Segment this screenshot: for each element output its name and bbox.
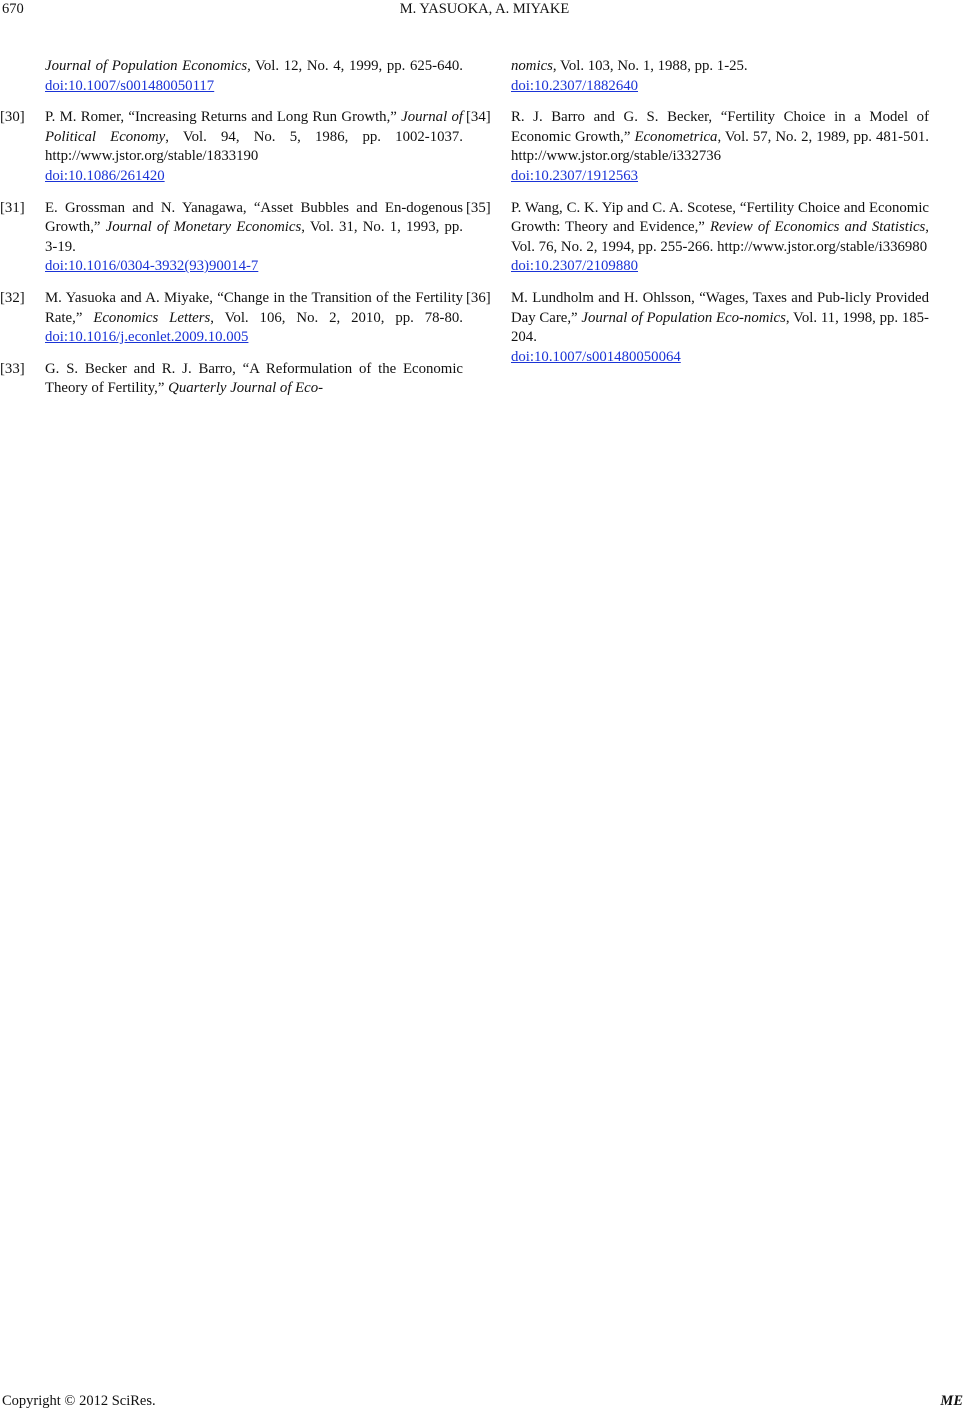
doi-link[interactable]: doi:10.2307/2109880 — [511, 258, 639, 275]
reference-number: [33] — [0, 360, 25, 377]
copyright-notice: Copyright © 2012 SciRes. — [2, 1393, 156, 1409]
reference-30 — [0, 108, 463, 186]
journal-name: Review of Economics and Statistics — [709, 219, 926, 236]
journal-name: Journal of Political Economy — [45, 109, 463, 145]
reference-authors-title: M. Lundholm and H. Ohlsson, “Wages, Taxes and Pub-licly Provided Day Care,” — [511, 289, 929, 326]
doi-link[interactable]: doi:10.1007/s001480050064 — [511, 348, 681, 365]
running-head: M. YASUOKA, A. MIYAKE — [399, 1, 570, 17]
reference-continuation — [39, 57, 463, 96]
doi-link[interactable]: doi:10.1016/j.econlet.2009.10.005 — [45, 329, 249, 346]
journal-name: nomics — [511, 58, 553, 74]
reference-number: [30] — [0, 109, 25, 126]
reference-number: [35] — [466, 199, 491, 216]
reference-authors-title: P. M. Romer, “Increasing Returns and Long Run Growth,” — [45, 109, 402, 126]
reference-details: , Vol. 103, No. 1, 1988, pp. 1-25. — [552, 58, 748, 74]
reference-details: , Vol. 31, No. 1, 1993, pp. 3-19. — [45, 219, 463, 255]
left-column — [0, 57, 463, 411]
reference-authors-title: M. Yasuoka and A. Miyake, “Change in the Transition of the Fertility Rate,” — [45, 289, 463, 326]
reference-details: , Vol. 94, No. 5, 1986, pp. 1002-1037. http://www.jstor.org/stable/1833190 — [45, 128, 463, 165]
reference-details: , Vol. 57, No. 2, 1989, pp. 481-501. http://www.jstor.org/stable/i332736 — [511, 128, 929, 165]
journal-name: Journal of Population Eco-nomics — [581, 309, 786, 326]
reference-35 — [466, 199, 929, 277]
reference-continuation — [505, 57, 929, 96]
doi-link[interactable]: doi:10.1016/0304-3932(93)90014-7 — [45, 258, 259, 275]
reference-33 — [0, 360, 463, 399]
reference-details: , Vol. 76, No. 2, 1994, pp. 255-266. http://www.jstor.org/stable/i336980 — [511, 219, 929, 255]
doi-link[interactable]: doi:10.1086/261420 — [45, 167, 165, 184]
journal-name: Quarterly Journal of Eco- — [168, 380, 324, 397]
reference-31 — [0, 199, 463, 277]
reference-34 — [466, 108, 929, 186]
reference-36 — [466, 289, 929, 367]
journal-abbreviation: ME — [940, 1393, 963, 1409]
reference-authors-title: E. Grossman and N. Yanagawa, “Asset Bubbles and En-dogenous Growth,” — [45, 199, 463, 236]
reference-32 — [0, 289, 463, 348]
journal-name: Econometrica — [634, 128, 718, 145]
journal-name: Economics Letters — [93, 309, 211, 326]
journal-name: Journal of Monetary Economics — [105, 219, 302, 236]
reference-number: [32] — [0, 289, 25, 306]
page-number: 670 — [2, 1, 24, 17]
reference-authors-title: G. S. Becker and R. J. Barro, “A Reformulation of the Economic Theory of Fertility,” — [45, 360, 463, 397]
journal-name: Journal of Population Economics — [45, 58, 248, 74]
reference-number: [36] — [466, 289, 491, 306]
reference-authors-title: R. J. Barro and G. S. Becker, “Fertility Choice in a Model of Economic Growth,” — [511, 109, 929, 145]
doi-link[interactable]: doi:10.2307/1912563 — [511, 167, 639, 184]
reference-number: [34] — [466, 109, 491, 126]
doi-link[interactable]: doi:10.2307/1882640 — [511, 77, 639, 94]
reference-authors-title: P. Wang, C. K. Yip and C. A. Scotese, “Fertility Choice and Economic Growth: Theory and Evidence,” — [511, 199, 929, 236]
right-column — [466, 57, 929, 379]
reference-details: , Vol. 11, 1998, pp. 185-204. — [511, 309, 929, 346]
reference-details: , Vol. 12, No. 4, 1999, pp. 625-640. — [247, 58, 463, 74]
doi-link[interactable]: doi:10.1007/s001480050117 — [45, 77, 215, 94]
reference-details: , Vol. 106, No. 2, 2010, pp. 78-80. — [210, 309, 463, 326]
page-header — [0, 0, 969, 26]
reference-number: [31] — [0, 199, 25, 216]
